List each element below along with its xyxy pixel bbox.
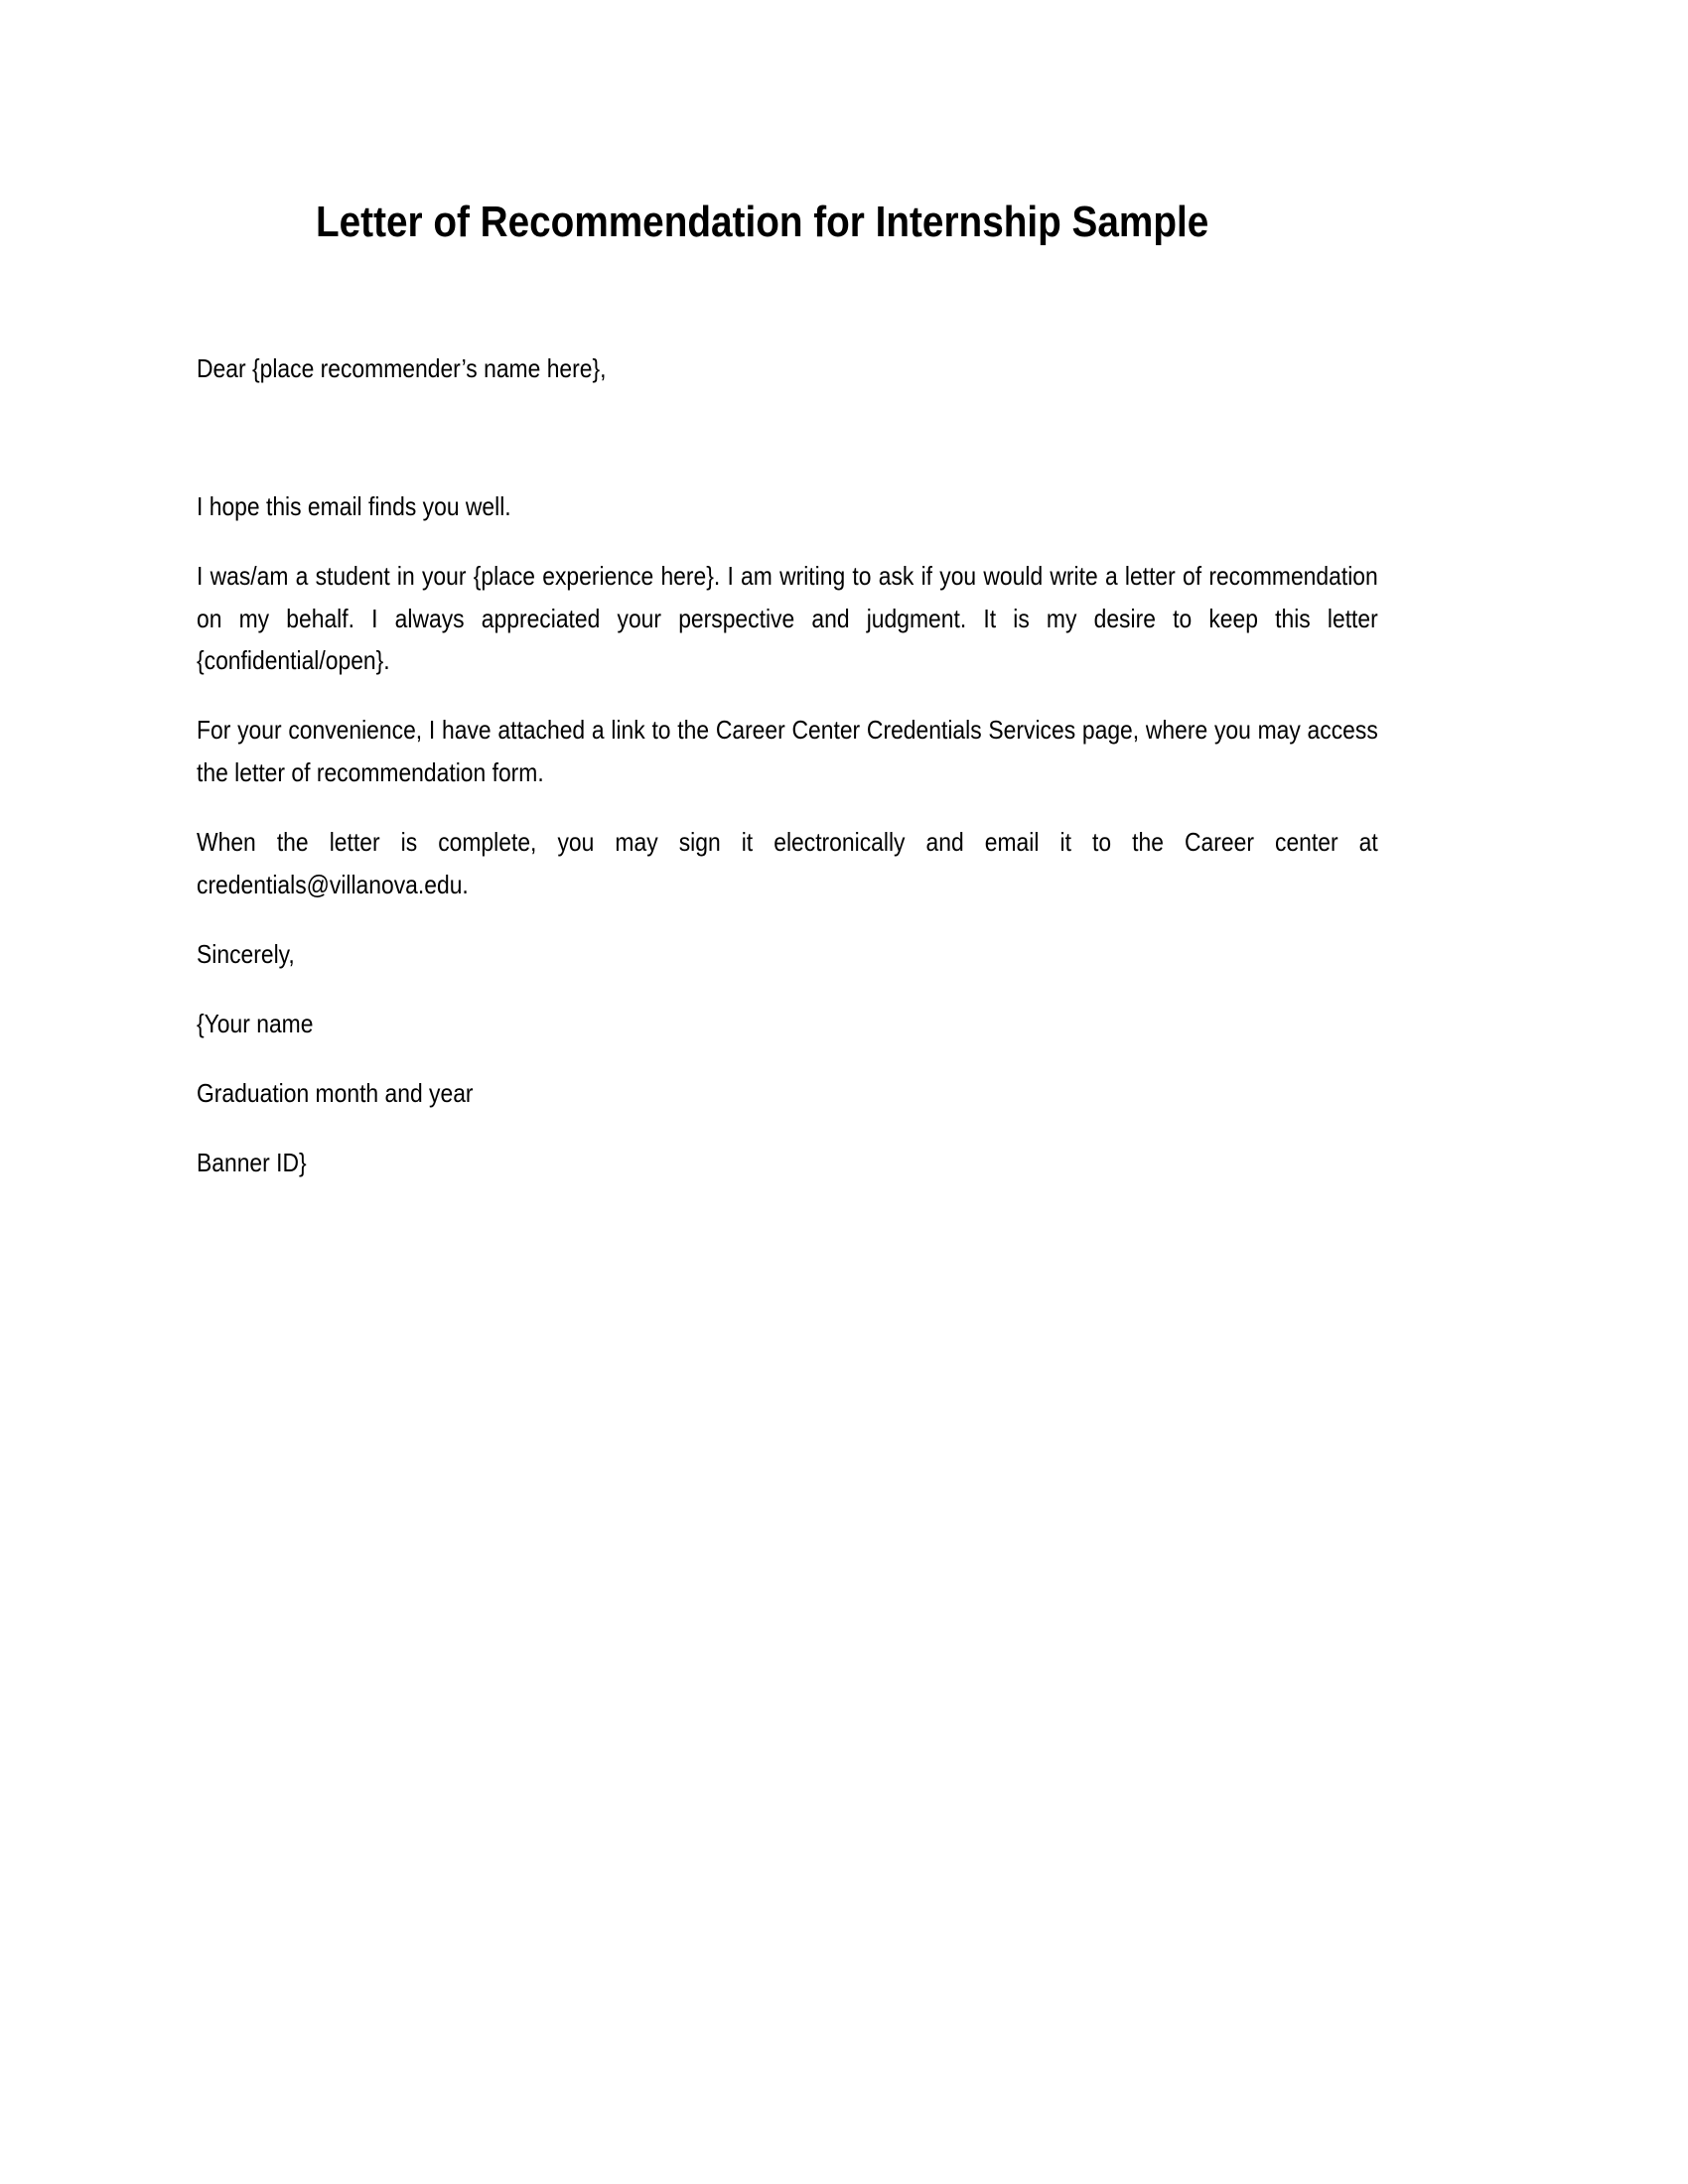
paragraph-completion: When the letter is complete, you may sign it electronically and email it to the Career center at credentials@villanova.edu. [197,827,1378,899]
signature-banner-id: Banner ID} [197,1148,307,1177]
paragraph-convenience: For your convenience, I have attached a link to the Career Center Credentials Services page, where you may access the letter of recommendation form. [197,715,1378,787]
salutation: Dear {place recommender’s name here}, [197,353,607,383]
paragraph-request: I was/am a student in your {place experience here}. I am writing to ask if you would write a letter of recommendation on my behalf. I always appreciated your perspective and judgment. It is my desire to keep this letter {confidential/open}. [197,561,1378,675]
opening-line: I hope this email finds you well. [197,491,511,521]
document-title: Letter of Recommendation for Internship Sample [316,198,1209,246]
closing: Sincerely, [197,939,295,969]
signature-name: {Your name [197,1009,314,1038]
signature-graduation: Graduation month and year [197,1078,474,1108]
